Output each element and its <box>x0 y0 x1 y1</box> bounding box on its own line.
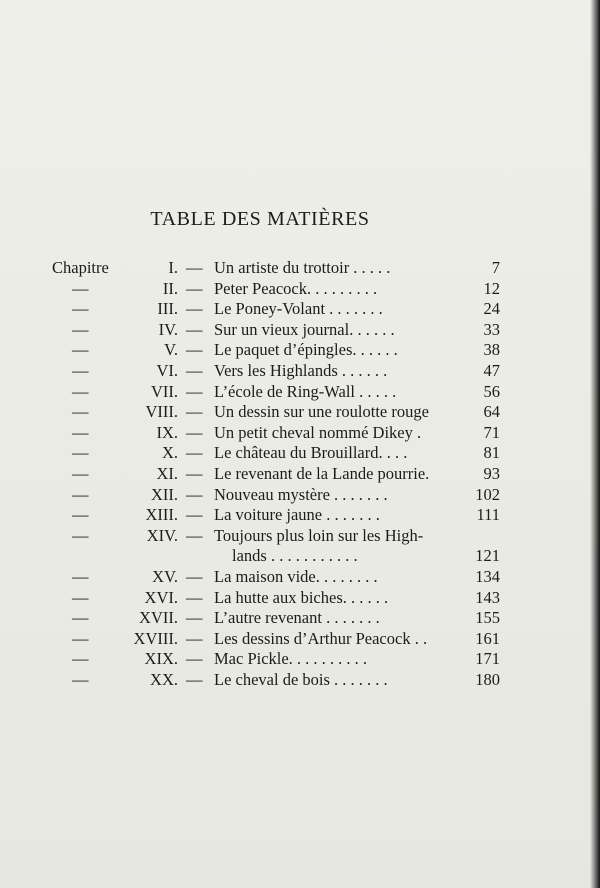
chapter-title-text: Les dessins d’Arthur Peacock . . <box>214 628 428 648</box>
ditto-mark: — <box>72 649 89 669</box>
entry-separator: — <box>186 628 203 648</box>
chapter-title-text: Sur un vieux journal. . . . . . <box>214 319 395 339</box>
chapter-title-text: Le cheval de bois . . . . . . . <box>214 669 388 689</box>
page-number: 161 <box>475 628 500 648</box>
entry-separator: — <box>186 484 203 504</box>
entry-separator: — <box>186 340 203 360</box>
chapter-number: V. <box>164 340 178 360</box>
ditto-mark: — <box>72 381 89 401</box>
chapter-title <box>214 629 464 650</box>
entry-separator: — <box>186 422 203 442</box>
toc-entry <box>0 526 600 567</box>
chapter-title-text: Peter Peacock. . . . . . . . . <box>214 278 378 298</box>
chapter-number: VII. <box>150 381 178 401</box>
toc-entry <box>0 279 600 300</box>
entry-separator: — <box>186 299 203 319</box>
ditto-mark: — <box>72 587 89 607</box>
chapter-number: XV. <box>152 566 178 586</box>
page-number: 81 <box>483 443 500 463</box>
entry-separator: — <box>186 463 203 483</box>
chapter-title-text: Le revenant de la Lande pourrie. <box>214 463 430 483</box>
chapter-number: XIX. <box>144 649 178 669</box>
toc-entry <box>0 649 600 670</box>
ditto-mark: — <box>72 669 89 689</box>
ditto-mark: — <box>72 628 89 648</box>
chapter-title <box>214 588 464 609</box>
entry-separator: — <box>186 381 203 401</box>
page-number: 47 <box>483 360 500 380</box>
page-number: 7 <box>491 258 500 277</box>
page-edge-shadow <box>590 0 600 888</box>
ditto-mark: — <box>72 566 89 586</box>
chapter-number: XVIII. <box>133 628 178 648</box>
chapter-title <box>214 299 464 320</box>
page-number: 111 <box>476 505 500 525</box>
chapter-title-text: L’école de Ring-Wall . . . . . <box>214 381 397 401</box>
page-number: 171 <box>475 649 500 669</box>
chapter-title <box>214 608 464 629</box>
ditto-mark: — <box>72 299 89 319</box>
ditto-mark: — <box>72 319 89 339</box>
page-number: 143 <box>475 587 500 607</box>
page-number: 24 <box>483 299 500 319</box>
chapter-number: XX. <box>150 669 178 689</box>
chapter-title-continuation: lands . . . . . . . . . . . <box>232 546 358 566</box>
entry-separator: — <box>186 608 203 628</box>
toc-entry <box>0 361 600 382</box>
toc-entry <box>0 258 600 279</box>
ditto-mark: — <box>72 525 89 545</box>
chapter-title-text: L’autre revenant . . . . . . . <box>214 608 380 628</box>
chapter-number: III. <box>157 299 178 319</box>
chapter-title-text: Le château du Brouillard. . . . <box>214 443 408 463</box>
toc-entry <box>0 340 600 361</box>
chapter-title-text: La hutte aux biches. . . . . . <box>214 587 389 607</box>
page-title: TABLE DES MATIÈRES <box>150 208 370 230</box>
toc-entry <box>0 299 600 320</box>
chapter-number: IX. <box>156 422 178 442</box>
chapter-number: VI. <box>156 360 178 380</box>
toc-entry <box>0 402 600 423</box>
ditto-mark: — <box>72 422 89 442</box>
chapter-title-text: Vers les Highlands . . . . . . <box>214 360 388 380</box>
page-number: 121 <box>475 546 500 566</box>
page-number: 71 <box>483 422 500 442</box>
toc-entry <box>0 382 600 403</box>
page-number: 64 <box>483 402 500 422</box>
toc-entry <box>0 670 600 691</box>
page-number: 180 <box>475 669 500 689</box>
chapter-number: II. <box>162 278 178 298</box>
page-number: 56 <box>483 381 500 401</box>
entry-separator: — <box>186 669 203 689</box>
ditto-mark: — <box>72 463 89 483</box>
entry-separator: — <box>186 402 203 422</box>
entry-separator: — <box>186 443 203 463</box>
entry-separator: — <box>186 319 203 339</box>
chapter-title <box>214 361 464 382</box>
chapter-title <box>214 320 464 341</box>
page-number: 93 <box>483 463 500 483</box>
chapter-number: X. <box>161 443 178 463</box>
chapter-number: XII. <box>150 484 178 504</box>
chapter-number: I. <box>168 258 178 277</box>
chapter-number: XVII. <box>139 608 178 628</box>
page-number: 155 <box>475 608 500 628</box>
chapter-number: XIII. <box>145 505 178 525</box>
entry-separator: — <box>186 525 203 545</box>
chapter-title-text: Un petit cheval nommé Dikey . <box>214 422 422 442</box>
chapter-title <box>214 402 464 423</box>
toc-entry <box>0 423 600 444</box>
chapter-title <box>214 382 464 403</box>
ditto-mark: — <box>72 608 89 628</box>
entry-separator: — <box>186 649 203 669</box>
toc-entry <box>0 567 600 588</box>
page-number: 12 <box>483 278 500 298</box>
chapter-title-text: Le Poney-Volant . . . . . . . <box>214 299 383 319</box>
ditto-mark: — <box>72 443 89 463</box>
page-number: 102 <box>475 484 500 504</box>
chapter-number: XVI. <box>144 587 178 607</box>
entry-separator: — <box>186 278 203 298</box>
toc-entry <box>0 505 600 526</box>
ditto-mark: — <box>72 484 89 504</box>
chapter-number: IV. <box>158 319 178 339</box>
chapter-number: VIII. <box>145 402 178 422</box>
entry-separator: — <box>186 566 203 586</box>
entry-separator: — <box>186 258 203 277</box>
chapter-title <box>214 340 464 361</box>
chapter-title-text: La maison vide. . . . . . . . <box>214 566 378 586</box>
chapter-number: XIV. <box>146 525 178 545</box>
toc-entry <box>0 464 600 485</box>
ditto-mark: — <box>72 505 89 525</box>
toc-entry <box>0 588 600 609</box>
page-number: 38 <box>483 340 500 360</box>
chapter-title <box>214 423 464 444</box>
ditto-mark: — <box>72 402 89 422</box>
chapter-title-text: Toujours plus loin sur les High- <box>214 525 424 545</box>
entry-separator: — <box>186 360 203 380</box>
chapter-title <box>214 505 464 526</box>
chapter-title-text: Un artiste du trottoir . . . . . <box>214 258 391 277</box>
chapter-title <box>214 526 464 567</box>
chapter-title-text: Un dessin sur une roulotte rouge <box>214 402 429 422</box>
chapter-title <box>214 464 464 485</box>
chapter-title-text: Nouveau mystère . . . . . . . <box>214 484 388 504</box>
chapter-title <box>214 567 464 588</box>
chapter-title <box>214 485 464 506</box>
toc-entry <box>0 443 600 464</box>
toc-entry <box>0 320 600 341</box>
entry-separator: — <box>186 587 203 607</box>
chapter-label: Chapitre <box>52 258 109 277</box>
ditto-mark: — <box>72 278 89 298</box>
chapter-title <box>214 258 464 279</box>
chapter-number: XI. <box>156 463 178 483</box>
page-number: 33 <box>483 319 500 339</box>
chapter-title-text: Mac Pickle. . . . . . . . . . <box>214 649 368 669</box>
entry-separator: — <box>186 505 203 525</box>
chapter-title <box>214 443 464 464</box>
toc-entry <box>0 608 600 629</box>
table-of-contents <box>0 258 600 690</box>
toc-entry <box>0 485 600 506</box>
ditto-mark: — <box>72 340 89 360</box>
page-number: 134 <box>475 566 500 586</box>
chapter-title <box>214 279 464 300</box>
chapter-title <box>214 670 464 691</box>
toc-entry <box>0 629 600 650</box>
chapter-title <box>214 649 464 670</box>
chapter-title-text: Le paquet d’épingles. . . . . . <box>214 340 398 360</box>
chapter-title-text: La voiture jaune . . . . . . . <box>214 505 380 525</box>
ditto-mark: — <box>72 360 89 380</box>
